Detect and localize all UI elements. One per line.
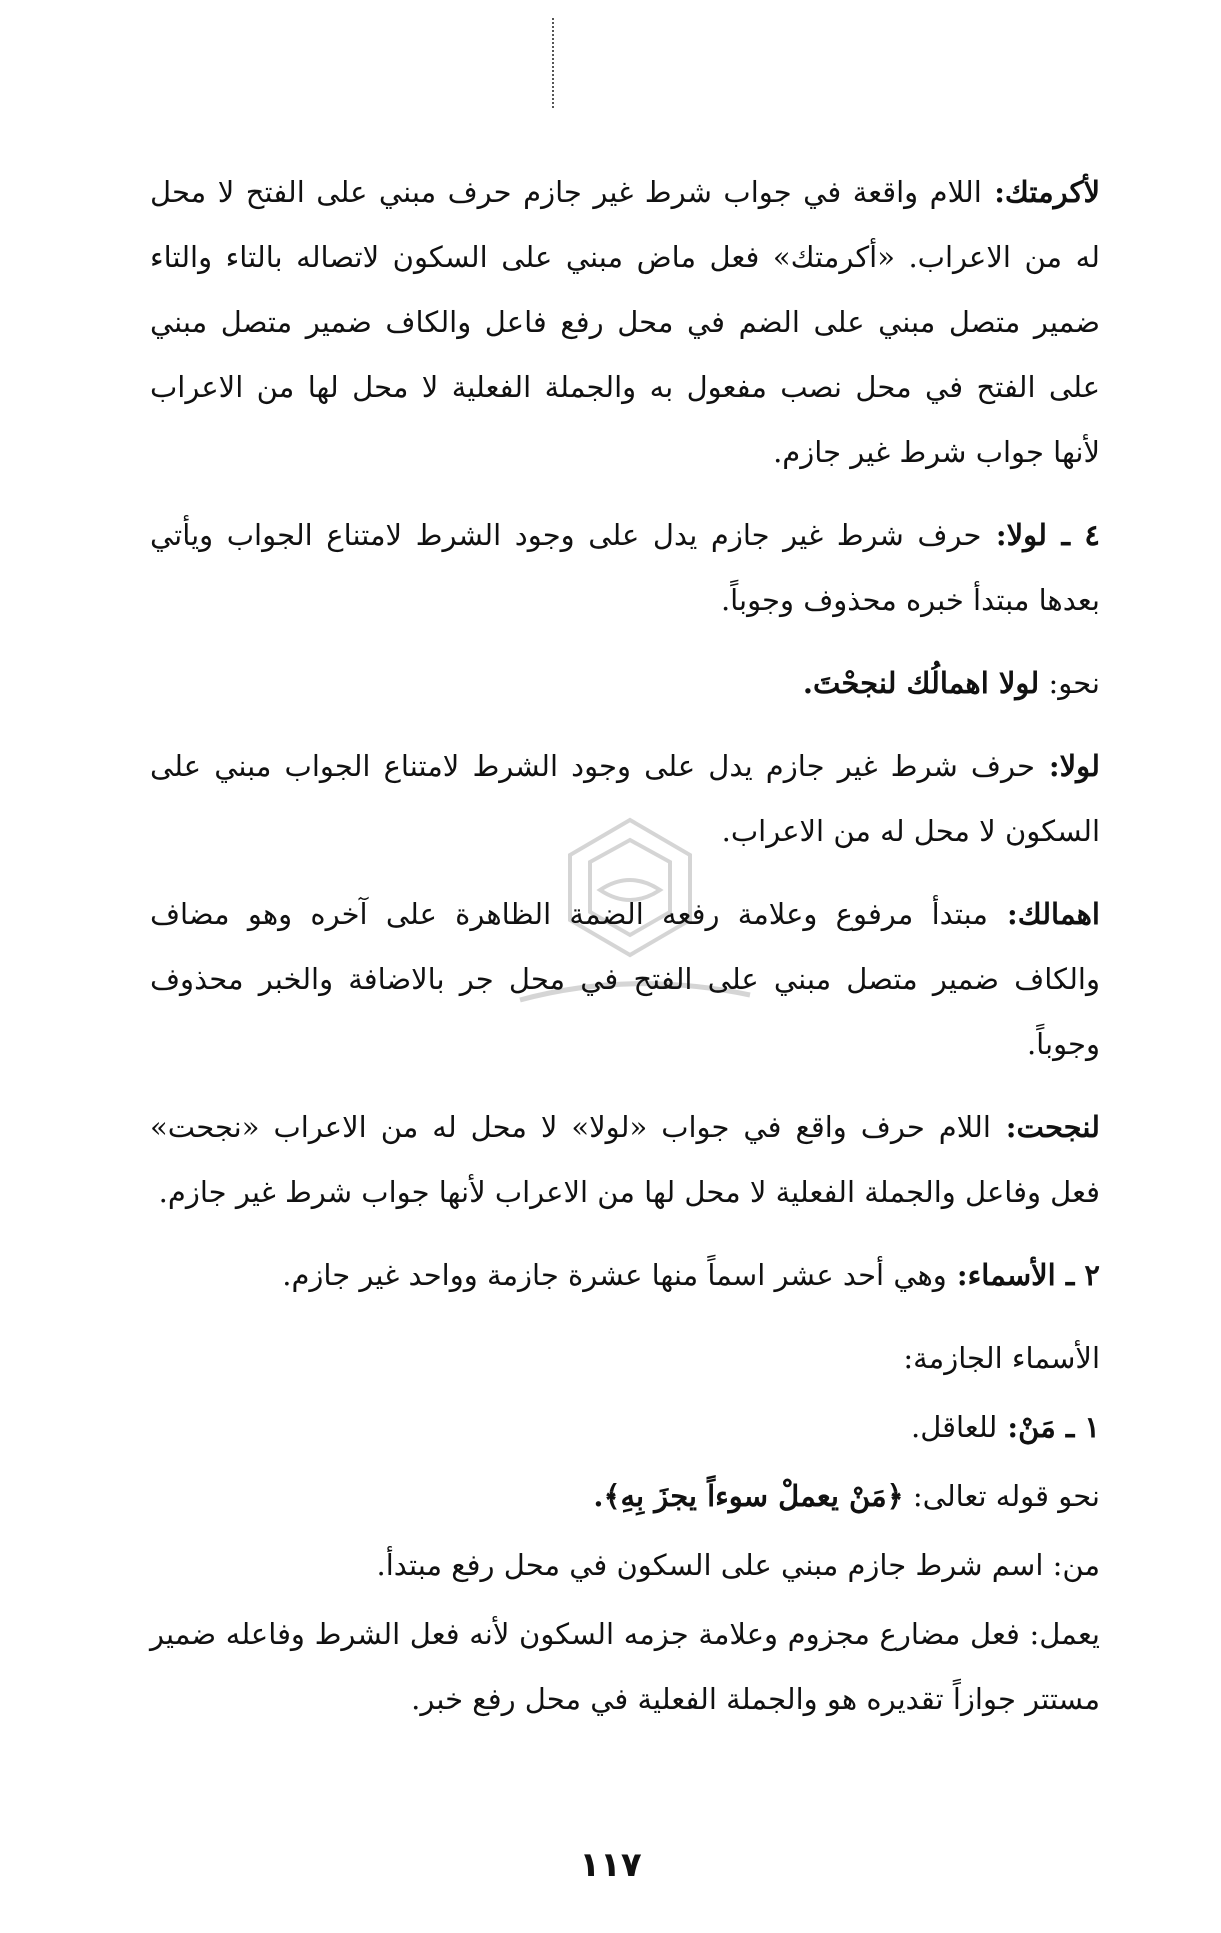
paragraph-6 bbox=[150, 1095, 1100, 1225]
example-text: لولا اهمالُك لنجحْتَ. bbox=[802, 666, 1040, 700]
paragraph-9 bbox=[150, 1395, 1100, 1460]
term-label: لأكرمتك: bbox=[981, 175, 1101, 209]
paragraph-text: اللام حرف واقع في جواب «لولا» لا محل له من الاعراب «نجحت» فعل وفاعل والجملة الفعلية لا محل لها من الاعراب لأنها جواب شرط غير جازم. bbox=[150, 1110, 1100, 1209]
term-label: لنجحت: bbox=[990, 1110, 1100, 1144]
paragraph-7 bbox=[150, 1243, 1100, 1308]
paragraph-text: مبتدأ مرفوع وعلامة رفعه الضمة الظاهرة على آخره وهو مضاف والكاف ضمير متصل مبني على الفتح في محل جر بالاضافة والخبر محذوف وجوباً. bbox=[150, 897, 1100, 1061]
paragraph-text: اسم شرط جازم مبني على السكون في محل رفع مبتدأ. bbox=[376, 1548, 1044, 1582]
paragraph-text: وهي أحد عشر اسماً منها عشرة جازمة وواحد غير جازم. bbox=[282, 1258, 947, 1292]
page-number: ١١٧ bbox=[579, 1845, 642, 1885]
term-label: يعمل: bbox=[1019, 1617, 1101, 1651]
term-label: نحو: bbox=[1039, 666, 1100, 700]
top-dotted-mark bbox=[552, 18, 556, 108]
paragraph-1 bbox=[150, 160, 1100, 485]
term-label: من: bbox=[1043, 1548, 1100, 1582]
term-label: ٢ ـ الأسماء: bbox=[946, 1258, 1100, 1292]
paragraph-text: فعل مضارع مجزوم وعلامة جزمه السكون لأنه فعل الشرط وفاعله ضمير مستتر جوازاً تقديره هو والجملة الفعلية في محل رفع خبر. bbox=[150, 1617, 1100, 1716]
main-text bbox=[150, 160, 1100, 1736]
paragraph-11 bbox=[150, 1533, 1100, 1598]
paragraph-10 bbox=[150, 1464, 1100, 1529]
paragraph-4 bbox=[150, 734, 1100, 864]
paragraph-5 bbox=[150, 882, 1100, 1077]
term-label: اهمالك: bbox=[987, 897, 1100, 931]
paragraph-2 bbox=[150, 503, 1100, 633]
quran-quote: ﴿مَنْ يعملْ سوءاً يجزَ بِهِ﴾. bbox=[593, 1479, 904, 1513]
paragraph-12 bbox=[150, 1602, 1100, 1732]
term-label: ٤ ـ لولا: bbox=[981, 518, 1100, 552]
paragraph-text: حرف شرط غير جازم يدل على وجود الشرط لامتناع الجواب ويأتي بعدها مبتدأ خبره محذوف وجوباً. bbox=[150, 518, 1100, 617]
paragraph-8 bbox=[150, 1326, 1100, 1391]
term-label: لولا: bbox=[1034, 749, 1100, 783]
paragraph-text: حرف شرط غير جازم يدل على وجود الشرط لامتناع الجواب مبني على السكون لا محل له من الاعراب. bbox=[150, 749, 1100, 848]
paragraph-text: اللام واقعة في جواب شرط غير جازم حرف مبني على الفتح لا محل له من الاعراب. «أكرمتك» فعل ماض مبني على السكون لاتصاله بالتاء والتاء ضمير متصل مبني على الضم في محل رفع فاعل والكاف ضمير متصل مبني على الفتح في محل نصب مفعول به والجملة الفعلية لا محل لها من الاعراب لأنها جواب شرط غير جازم. bbox=[150, 175, 1100, 469]
section-heading: الأسماء الجازمة: bbox=[903, 1341, 1100, 1375]
term-label: نحو قوله تعالى: bbox=[903, 1479, 1100, 1513]
paragraph-3 bbox=[150, 651, 1100, 716]
paragraph-text: للعاقل. bbox=[911, 1410, 998, 1444]
term-label: ١ ـ مَنْ: bbox=[997, 1410, 1100, 1444]
